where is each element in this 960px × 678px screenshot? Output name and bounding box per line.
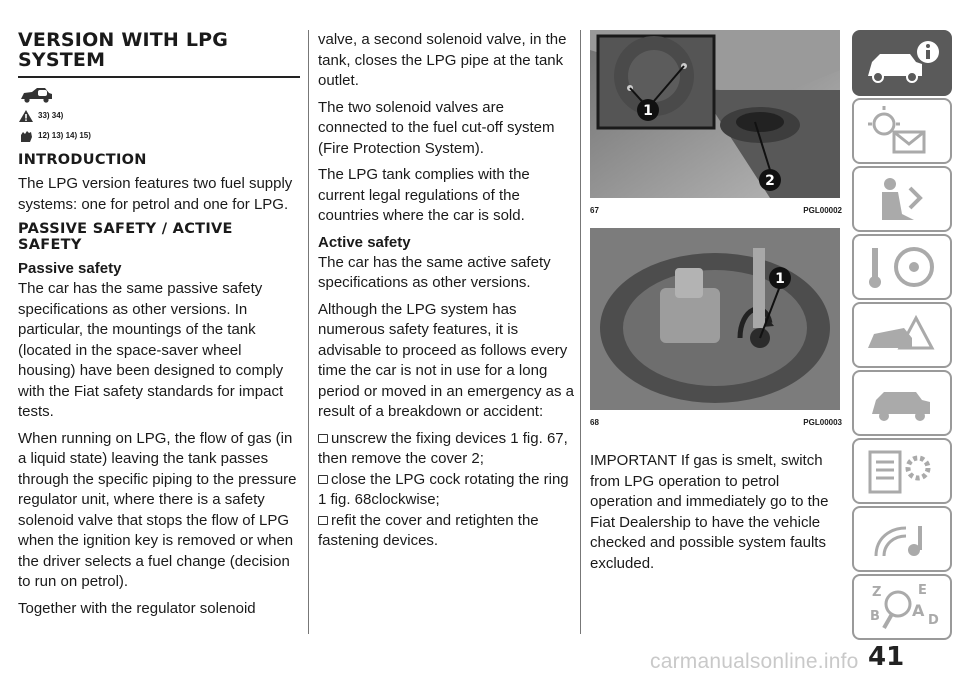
important-note: IMPORTANT If gas is smelt, switch from LPG operation to petrol operation and immediately go to the Fiat Dealership to have the vehicle checked and possible system faults excluded.	[590, 452, 829, 572]
figure-67-callout-2: 2	[765, 173, 775, 189]
tab-index[interactable]	[852, 574, 952, 640]
tab-technical-data[interactable]	[852, 438, 952, 504]
svg-text:Z: Z	[872, 585, 882, 600]
multimedia-icon	[854, 508, 950, 570]
column-2	[318, 30, 574, 552]
warning-triangle-icon	[18, 109, 34, 123]
lpg-car-symbol-icon	[18, 84, 56, 104]
checkbox-bullet-icon	[318, 434, 328, 443]
col2-paragraph-1: valve, a second solenoid valve, in the tank, closes the LPG pipe at the tank outlet.	[318, 31, 567, 89]
procedure-step-1	[318, 429, 574, 470]
tab-servicing[interactable]	[852, 370, 952, 436]
watermark: carmanualsonline.info	[650, 650, 859, 673]
figure-67-number: 67	[590, 206, 599, 215]
svg-text:B: B	[870, 609, 880, 624]
introduction-text: The LPG version features two fuel supply systems: one for petrol and one for LPG.	[18, 175, 293, 213]
svg-text:A: A	[912, 601, 925, 620]
column-divider-2	[580, 30, 581, 634]
figure-68-caption	[590, 413, 842, 434]
title-underline	[18, 76, 300, 78]
col2-paragraph-5: Although the LPG system has numerous safety features, it is advisable to proceed as follows every time the car is not in use for a long period or moved in an emergency as a result of a breakdown or accident:	[318, 300, 574, 420]
lpg-tank-cover-illustration	[590, 30, 840, 198]
caution-refs	[18, 126, 300, 146]
procedure-step-2	[318, 470, 574, 511]
passive-safety-paragraph-3: Together with the regulator solenoid	[18, 599, 256, 617]
index-magnifier-icon	[854, 576, 950, 638]
lpg-symbol-row	[18, 84, 300, 104]
procedure-step-text: unscrew the fixing devices 1 fig. 67, then remove the cover 2;	[318, 429, 568, 467]
introduction-heading: INTRODUCTION	[18, 152, 147, 168]
lights-messages-icon	[854, 100, 950, 162]
emergency-icon	[854, 304, 950, 366]
tab-multimedia[interactable]	[852, 506, 952, 572]
passive-safety-paragraph-1: The car has the same passive safety specifications as other versions. In particular, the mountings of the tank (located in the space-saver wheel housing) have been designed to comply with the Fiat safety standards for impact tests.	[18, 280, 284, 420]
technical-data-icon	[854, 440, 950, 502]
col2-paragraph-2: The two solenoid valves are connected to the fuel cut-off system (Fire Protection System).	[318, 98, 555, 157]
figure-67-callout-1: 1	[643, 103, 653, 119]
procedure-step-text: refit the cover and retighten the fastening devices.	[318, 511, 539, 549]
lpg-cock-illustration	[590, 228, 840, 410]
column-3	[590, 30, 842, 580]
tab-safety[interactable]	[852, 166, 952, 232]
figure-68-callout-1: 1	[775, 270, 785, 287]
warning-refs	[18, 106, 300, 126]
warning-ref-numbers: 33) 34)	[38, 110, 64, 120]
figure-68-code: PGL00003	[803, 417, 842, 427]
tab-lights-messages[interactable]	[852, 98, 952, 164]
section-title: VERSION WITH LPG SYSTEM	[18, 29, 229, 71]
steering-wheel-icon	[854, 236, 950, 298]
svg-text:D: D	[928, 613, 939, 628]
svg-text:E: E	[918, 583, 927, 598]
tab-emergency[interactable]	[852, 302, 952, 368]
figure-67-code: PGL00002	[803, 206, 842, 215]
column-divider-1	[308, 30, 309, 634]
tab-starting-driving[interactable]	[852, 234, 952, 300]
checkbox-bullet-icon	[318, 475, 328, 484]
caution-ref-numbers: 12) 13) 14) 15)	[38, 130, 91, 140]
caution-hand-icon	[18, 129, 34, 143]
passive-safety-paragraph-2: When running on LPG, the flow of gas (in a liquid state) leaving the tank passes through the specific piping to the pressure regulator unit, where there is a safety solenoid valve that stops the flow of LPG when the ignition key is removed or when the driver selects a fuel change (decision to run on petrol).	[18, 429, 297, 590]
safety-seat-icon	[854, 168, 950, 230]
active-safety-heading: Active safety	[318, 233, 411, 251]
car-info-icon	[854, 32, 950, 94]
col2-paragraph-4: The car has the same active safety specifications as other versions.	[318, 253, 551, 291]
checkbox-bullet-icon	[318, 516, 328, 525]
figure-68-number: 68	[590, 417, 599, 427]
procedure-step-text: close the LPG cock rotating the ring 1 fig. 68clockwise;	[318, 470, 569, 508]
procedure-step-3	[318, 511, 574, 552]
tab-car-info[interactable]	[852, 30, 952, 96]
figure-67-caption	[590, 201, 842, 222]
safety-heading: PASSIVE SAFETY / ACTIVE SAFETY	[18, 221, 233, 253]
servicing-car-icon	[854, 372, 950, 434]
figure-67-photo	[590, 30, 840, 198]
page-number: 41	[868, 642, 905, 672]
figure-68-photo	[590, 228, 840, 410]
passive-safety-heading: Passive safety	[18, 260, 122, 277]
col2-paragraph-3: The LPG tank complies with the current legal regulations of the countries where the car is sold.	[318, 166, 530, 224]
column-1	[18, 30, 300, 625]
